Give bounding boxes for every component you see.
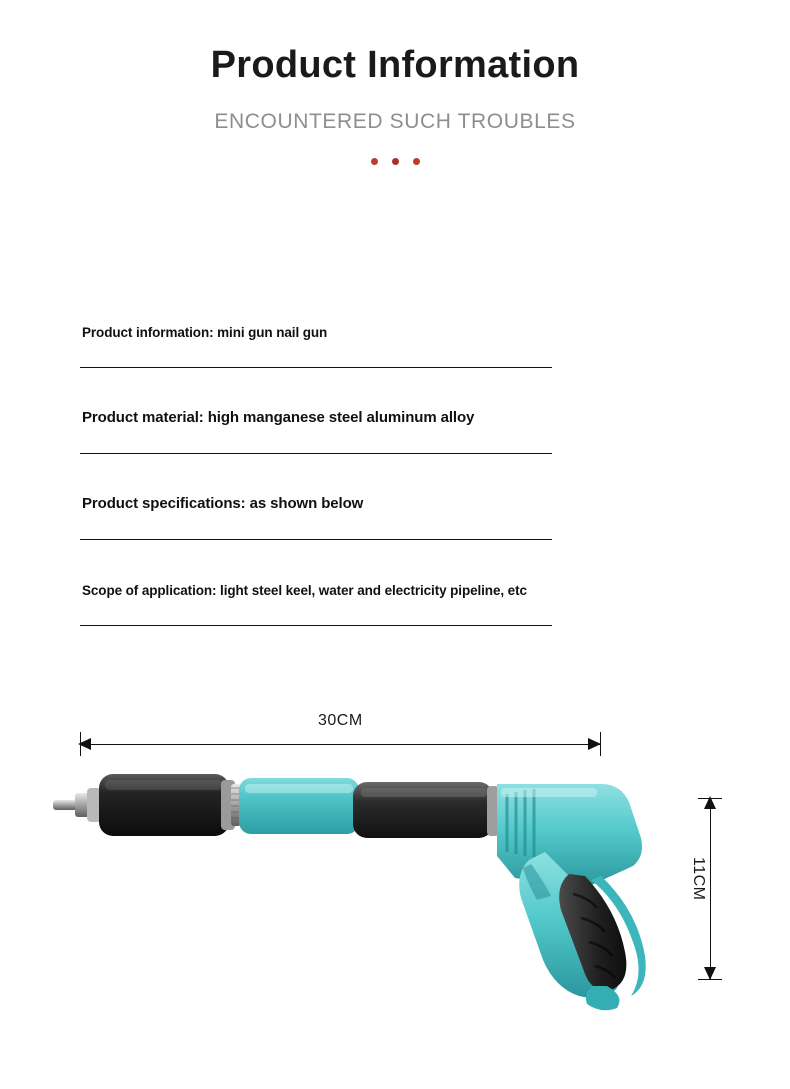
- dot-icon: [371, 158, 378, 165]
- spec-label: Product information: mini gun nail gun: [82, 325, 328, 340]
- list-item: [80, 540, 552, 626]
- dot-icon: [413, 158, 420, 165]
- page-title: Product Information: [210, 44, 580, 86]
- height-dimension-label: 11CM: [690, 857, 707, 901]
- product-image-nail-gun: [45, 760, 705, 1020]
- page-subtitle: ENCOUNTERED SUCH TROUBLES: [214, 109, 576, 133]
- list-item: [80, 368, 552, 454]
- dot-icon: [392, 158, 399, 165]
- spec-label: Product specifications: as shown below: [82, 495, 364, 512]
- list-item: [80, 282, 552, 368]
- height-dimension-line: [710, 798, 711, 980]
- list-item: [80, 454, 552, 540]
- divider: [80, 625, 552, 626]
- length-dimension-line: [80, 744, 601, 745]
- dimension-tick: [600, 732, 601, 756]
- length-dimension-label: 30CM: [318, 712, 363, 729]
- specification-list: [80, 282, 552, 626]
- dimension-tick: [80, 732, 81, 756]
- decorative-dots: [0, 158, 790, 165]
- spec-label: Scope of application: light steel keel, water and electricity pipeline, etc: [82, 583, 527, 598]
- page-header: [0, 0, 790, 165]
- spec-label: Product material: high manganese steel aluminum alloy: [82, 409, 475, 426]
